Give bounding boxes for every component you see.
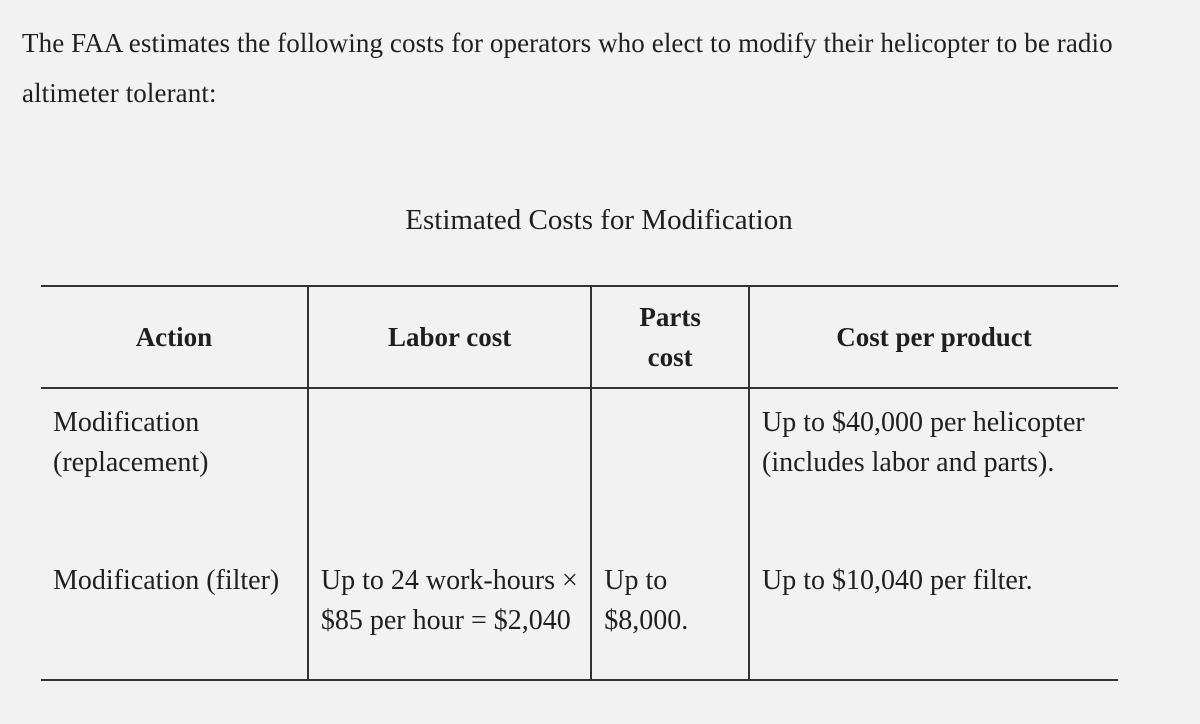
table-header (41, 286, 1118, 388)
cell-per-product: Up to $10,040 per filter. (749, 547, 1118, 680)
header-parts-line2: cost (647, 342, 693, 372)
table-caption-text: Estimated Costs for Modification (405, 204, 793, 236)
cell-parts: Up to $8,000. (591, 547, 749, 680)
table-caption (0, 204, 1200, 237)
header-row (41, 286, 1118, 388)
cell-per-product: Up to $40,000 per helicopter (includes labor and parts). (749, 388, 1118, 547)
header-parts-cost (591, 286, 749, 388)
table-row (41, 388, 1118, 547)
cell-labor: Up to 24 work-hours × $85 per hour = $2,040 (308, 547, 591, 680)
header-cost-per-product: Cost per product (749, 286, 1118, 388)
cost-table (41, 285, 1118, 681)
header-labor-cost: Labor cost (308, 286, 591, 388)
header-action: Action (135, 322, 213, 352)
cell-labor (308, 388, 591, 547)
table-row (41, 547, 1118, 680)
header-parts-line1: Parts (639, 302, 701, 332)
cell-action: Modification (filter) (53, 565, 280, 596)
cell-action: Modification (replacement) (53, 407, 209, 478)
cell-parts (591, 388, 749, 547)
table-body (41, 388, 1118, 680)
intro-paragraph: The FAA estimates the following costs for operators who elect to modify their helicopter to be radio altimeter tolerant: (22, 28, 1113, 108)
